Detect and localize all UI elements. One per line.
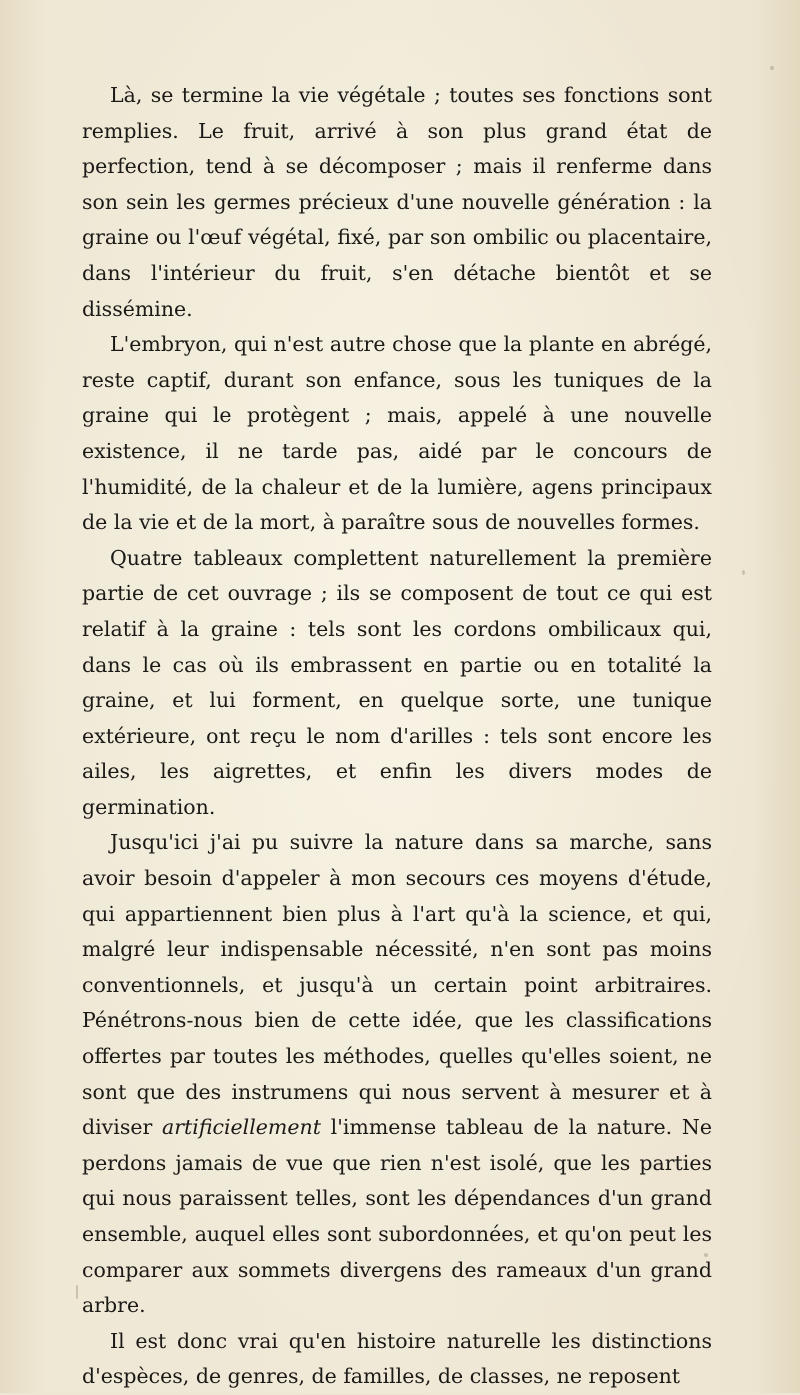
paragraph-3: Quatre tableaux complettent naturellement la première partie de cet ouvrage ; ils se composent de tout ce qui est relatif à la graine : tels sont les cordons ombilicaux qui, dans le cas où ils embrassent en partie ou en totalité la graine, et lui forment, en quelque sorte, une tunique extérieure, ont reçu le nom d'arilles : tels sont encore les ailes, les aigrettes, et enfin les divers modes de germination. xyxy=(82,545,712,819)
paper-speck xyxy=(770,66,774,70)
paragraph-4-tail: l'immense tableau de la nature. Ne perdons jamais de vue que rien n'est isolé, que les parties qui nous paraissent telles, sont les dépendances d'un grand ensemble, auquel elles sont subordonnées, et qu'on peut les comparer aux sommets divergens des rameaux d'un grand arbre. xyxy=(82,1115,712,1318)
paragraph-4-text: Jusqu'ici j'ai pu suivre la nature dans sa marche, sans avoir besoin d'appeler à mon secours ces moyens d'étude, qui appartiennent bien plus à l'art qu'à la science, et qui, malgré leur indispensable nécessité, n'en sont pas moins conventionnels, et jusqu'à un certain point arbitraires. Pénétrons-nous bien de cette idée, que les classifications offertes par toutes les méthodes, quelles qu'elles soient, ne sont que des instrumens qui nous servent à mesurer et à diviser xyxy=(82,830,712,1140)
paragraph-1: Là, se termine la vie végétale ; toutes ses fonctions sont remplies. Le fruit, arrivé à son plus grand état de perfection, tend à se décomposer ; mais il renferme dans son sein les germes précieux d'une nouvelle génération : la graine ou l'œuf végétal, fixé, par son ombilic ou placentaire, dans l'intérieur du fruit, s'en détache bientôt et se dissémine. xyxy=(82,83,712,321)
paragraph-5: Il est donc vrai qu'en histoire naturelle les distinctions d'espèces, de genres, de familles, de classes, ne reposent xyxy=(82,1328,712,1389)
paragraph-2: L'embryon, qui n'est autre chose que la plante en abrégé, reste captif, durant son enfance, sous les tuniques de la graine qui le protègent ; mais, appelé à une nouvelle existence, il ne tarde pas, aidé par le concours de l'humidité, de la chaleur et de la lumière, agens principaux de la vie et de la mort, à paraître sous de nouvelles formes. xyxy=(82,332,712,535)
paper-speck xyxy=(76,1285,78,1299)
body-text xyxy=(82,78,712,1395)
italic-emphasis: artificiellement xyxy=(162,1115,321,1140)
paper-speck xyxy=(742,570,745,575)
paragraph-4 xyxy=(82,825,712,1323)
